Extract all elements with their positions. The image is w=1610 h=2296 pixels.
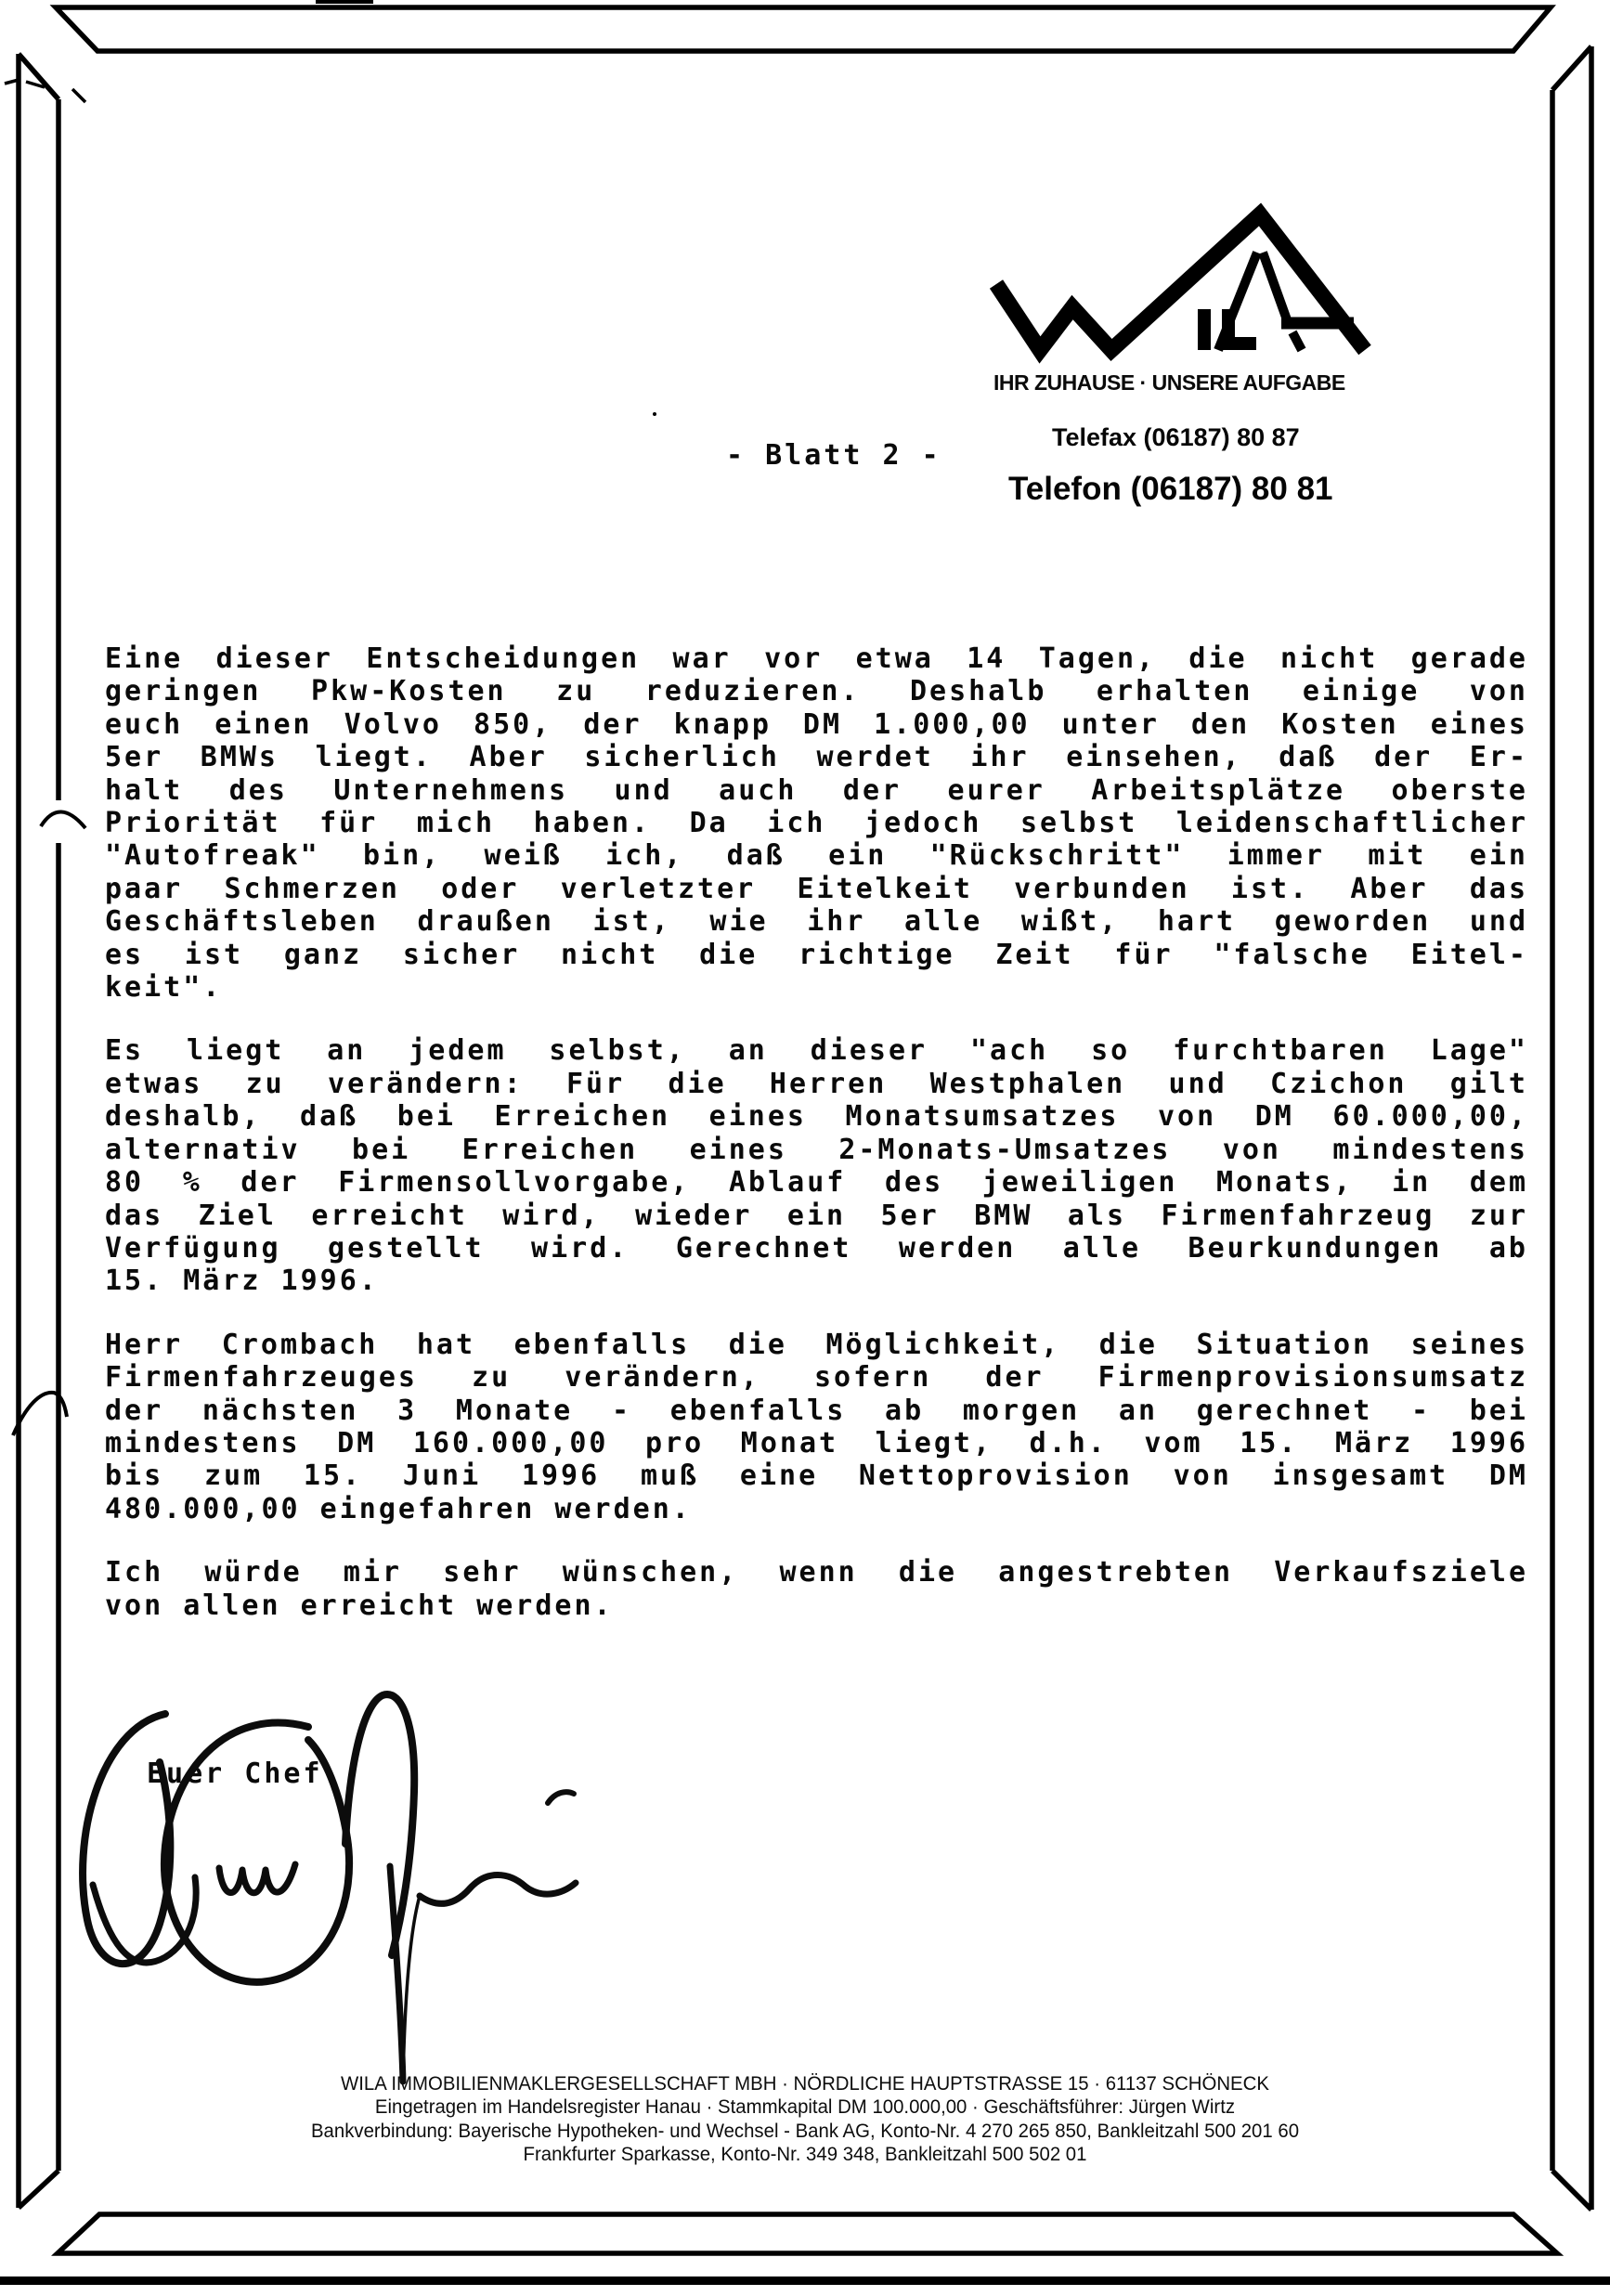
scan-top-dash bbox=[316, 0, 373, 4]
text-line: 80 % der Firmensollvorgabe, Ablauf des jeweiligen Monats, in dem bbox=[105, 1166, 1528, 1200]
paragraph bbox=[105, 1034, 1528, 1297]
text-line: euch einen Volvo 850, der knapp DM 1.000,00 unter den Kosten eines bbox=[105, 707, 1528, 741]
text-line: alternativ bei Erreichen eines 2-Monats-Umsatzes von mindestens bbox=[105, 1133, 1528, 1166]
frame-top-band bbox=[56, 7, 1551, 51]
text-line: Ich würde mir sehr wünschen, wenn die angestrebten Verkaufsziele bbox=[105, 1556, 1528, 1589]
text-line: "Autofreak" bin, weiß ich, daß ein "Rückschritt" immer mit ein bbox=[105, 839, 1528, 873]
text-line: Geschäftsleben draußen ist, wie ihr alle wißt, hart geworden und bbox=[105, 905, 1528, 939]
paragraph bbox=[105, 1329, 1528, 1525]
logo-a-inner-right bbox=[1263, 253, 1289, 325]
text-line: paar Schmerzen oder verletzter Eitelkeit verbunden ist. Aber das bbox=[105, 872, 1528, 905]
text-line: es ist ganz sicher nicht die richtige Zeit für "falsche Eitel- bbox=[105, 938, 1528, 971]
text-line: Herr Crombach hat ebenfalls die Möglichkeit, die Situation seines bbox=[105, 1328, 1528, 1361]
text-line: 5er BMWs liegt. Aber sicherlich werdet ihr einsehen, daß der Er- bbox=[105, 741, 1528, 774]
corner-pen-marks bbox=[5, 80, 85, 102]
footer-block bbox=[24, 2072, 1586, 2167]
telefax-number: Telefax (06187) 80 87 bbox=[1052, 423, 1300, 451]
closing-line: Euer Chef bbox=[147, 1758, 323, 1790]
text-line: etwas zu verändern: Für die Herren Westphalen und Czichon gilt bbox=[105, 1067, 1528, 1100]
text-line: Eine dieser Entscheidungen war vor etwa 14 Tagen, die nicht gerade bbox=[105, 642, 1528, 675]
sheet-number-label: - Blatt 2 - bbox=[726, 439, 941, 472]
text-line: bis zum 15. Juni 1996 muß eine Nettoprovision von insgesamt DM bbox=[105, 1459, 1528, 1493]
paragraph bbox=[105, 1556, 1528, 1622]
footer-line: Bankverbindung: Bayerische Hypotheken- und Wechsel - Bank AG, Konto-Nr. 4 270 265 850, Bankleitzahl 500 201 60 bbox=[310, 2120, 1300, 2142]
logo-mountain-stroke bbox=[996, 214, 1365, 350]
text-line: 15. März 1996. bbox=[105, 1265, 379, 1298]
footer-line: Frankfurter Sparkasse, Konto-Nr. 349 348, Bankleitzahl 500 502 01 bbox=[523, 2144, 1087, 2166]
letter-body bbox=[105, 642, 1528, 1653]
punch-hole-arc bbox=[41, 811, 85, 828]
text-line: Firmenfahrzeuges zu verändern, sofern der Firmenprovisionsumsatz bbox=[105, 1361, 1528, 1394]
handwritten-signature bbox=[51, 1667, 645, 2112]
frame-bottom-band bbox=[58, 2214, 1557, 2253]
text-line: Es liegt an jedem selbst, an dieser "ach so furchtbaren Lage" bbox=[105, 1034, 1528, 1068]
text-line: das Ziel erreicht wird, wieder ein 5er BMW als Firmenfahrzeug zur bbox=[105, 1199, 1528, 1232]
text-line: Verfügung gestellt wird. Gerechnet werden alle Beurkundungen ab bbox=[105, 1231, 1528, 1265]
logo-a-inner-leg bbox=[1292, 332, 1302, 350]
telefon-number: Telefon (06187) 80 81 bbox=[1008, 471, 1333, 507]
scan-bottom-edge bbox=[0, 2277, 1610, 2285]
text-line: mindestens DM 160.000,00 pro Monat liegt, d.h. vom 15. März 1996 bbox=[105, 1426, 1528, 1459]
footer-line: WILA IMMOBILIENMAKLERGESELLSCHAFT MBH · NÖRDLICHE HAUPTSTRASSE 15 · 61137 SCHÖNECK bbox=[341, 2073, 1269, 2095]
fold-mark bbox=[13, 1393, 67, 1435]
text-line: 480.000,00 eingefahren werden. bbox=[105, 1492, 692, 1525]
paragraph bbox=[105, 642, 1528, 1004]
text-line: keit". bbox=[105, 971, 223, 1005]
brand-tagline: IHR ZUHAUSE · UNSERE AUFGABE bbox=[993, 370, 1345, 395]
text-line: der nächsten 3 Monate - ebenfalls ab morgen an gerechnet - bei bbox=[105, 1394, 1528, 1427]
text-line: Priorität für mich haben. Da ich jedoch selbst leidenschaftlicher bbox=[105, 807, 1528, 840]
frame-right-band bbox=[1552, 46, 1591, 2210]
text-line: deshalb, daß bei Erreichen eines Monatsumsatzes von DM 60.000,00, bbox=[105, 1100, 1528, 1134]
text-line: geringen Pkw-Kosten zu reduzieren. Deshalb erhalten einige von bbox=[105, 675, 1528, 708]
logo-letter-l-foot bbox=[1222, 337, 1256, 350]
text-line: von allen erreicht werden. bbox=[105, 1589, 614, 1622]
logo-letter-i bbox=[1198, 309, 1211, 350]
footer-line: Eingetragen im Handelsregister Hanau · Stammkapital DM 100.000,00 · Geschäftsführer: Jürgen Wirtz bbox=[374, 2096, 1236, 2119]
speck bbox=[653, 412, 656, 416]
text-line: halt des Unternehmens und auch der eurer Arbeitsplätze oberste bbox=[105, 773, 1528, 807]
